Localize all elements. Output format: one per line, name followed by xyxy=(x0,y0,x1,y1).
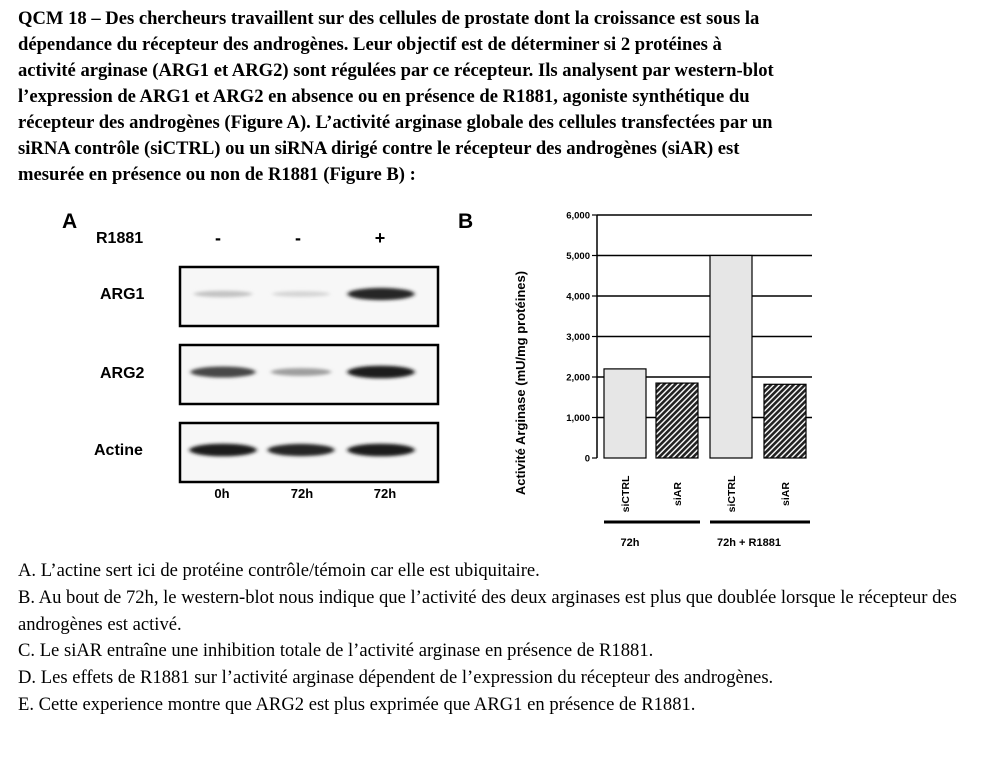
bars xyxy=(604,256,806,459)
y-tick-label: 5,000 xyxy=(566,251,590,262)
group-label: 72h xyxy=(620,537,640,549)
y-axis-ticks xyxy=(566,211,597,465)
x-axis-labels xyxy=(620,475,792,512)
x-tick-label: siCTRL xyxy=(726,475,738,513)
question-line: mesurée en présence ou non de R1881 (Figure B) : xyxy=(18,164,416,185)
question-line: récepteur des androgènes (Figure A). L’activité arginase globale des cellules transfectées par un xyxy=(18,112,773,133)
y-tick-label: 4,000 xyxy=(566,291,590,303)
blot-band xyxy=(271,368,331,376)
blot-row-label: ARG1 xyxy=(100,286,145,303)
panel-label-b: B xyxy=(458,210,474,233)
panel-label-a: A xyxy=(62,210,78,233)
answer-list xyxy=(18,558,980,719)
r1881-label: R1881 xyxy=(96,230,144,247)
question-line: l’expression de ARG1 et ARG2 en absence ou en présence de R1881, agoniste synthétique du xyxy=(18,86,750,107)
question-line: dépendance du récepteur des androgènes. Leur objectif est de déterminer si 2 protéines à xyxy=(18,34,722,55)
r1881-sign: + xyxy=(374,228,386,248)
answer-d: D. Les effets de R1881 sur l’activité arginase dépendent de l’expression du récepteur des androgènes. xyxy=(18,667,774,689)
y-tick-label: 1,000 xyxy=(566,413,590,424)
lane-label: 0h xyxy=(214,486,230,501)
bar-sictrl xyxy=(710,256,752,459)
x-tick-label: siAR xyxy=(780,482,792,506)
x-tick-label: siAR xyxy=(672,482,684,506)
y-tick-label: 0 xyxy=(584,453,590,465)
blot-band xyxy=(194,291,252,297)
y-tick-label: 3,000 xyxy=(566,332,590,343)
question-line: activité arginase (ARG1 et ARG2) sont régulées par ce récepteur. Ils analysent par western-blot xyxy=(18,60,774,81)
bar-sictrl xyxy=(604,369,646,458)
r1881-sign: - xyxy=(295,228,301,248)
blot-band xyxy=(347,444,414,457)
y-tick-label: 2,000 xyxy=(566,372,590,384)
question-line: siRNA contrôle (siCTRL) ou un siRNA dirigé contre le récepteur des androgènes (siAR) est xyxy=(18,138,740,159)
answer-c: C. Le siAR entraîne une inhibition totale de l’activité arginase en présence de R1881. xyxy=(18,640,654,662)
blot-bands xyxy=(189,444,414,457)
y-tick-label: 6,000 xyxy=(566,210,590,222)
western-blot-panel xyxy=(62,210,438,501)
blot-row-label: ARG2 xyxy=(100,365,145,382)
y-axis-label: Activité Arginase (mU/mg protéines) xyxy=(513,270,528,496)
blot-band xyxy=(268,444,335,456)
answer-b: B. Au bout de 72h, le western-blot nous indique que l’activité des deux arginases est plus que doublée lorsque le récepteur des androgènes est activé. xyxy=(18,586,957,635)
x-tick-label: siCTRL xyxy=(620,475,632,513)
blot-row-label: Actine xyxy=(94,442,143,459)
answer-a: A. L’actine sert ici de protéine contrôle/témoin car elle est ubiquitaire. xyxy=(18,560,540,581)
bar-siar xyxy=(764,384,806,458)
answer-e: E. Cette experience montre que ARG2 est plus exprimée que ARG1 en présence de R1881. xyxy=(18,693,696,715)
blot-band xyxy=(348,288,415,300)
bar-siar xyxy=(656,383,698,458)
question-line: QCM 18 – Des chercheurs travaillent sur des cellules de prostate dont la croissance est sous la xyxy=(18,8,760,29)
r1881-sign: - xyxy=(215,228,221,248)
blot-band xyxy=(272,291,329,297)
blot-band xyxy=(189,444,256,457)
arginase-bar-chart xyxy=(458,210,812,549)
lane-label: 72h xyxy=(290,486,314,501)
group-label: 72h + R1881 xyxy=(717,537,781,549)
blot-band xyxy=(191,367,256,378)
blot-band xyxy=(347,366,414,379)
lane-label: 72h xyxy=(373,486,397,501)
